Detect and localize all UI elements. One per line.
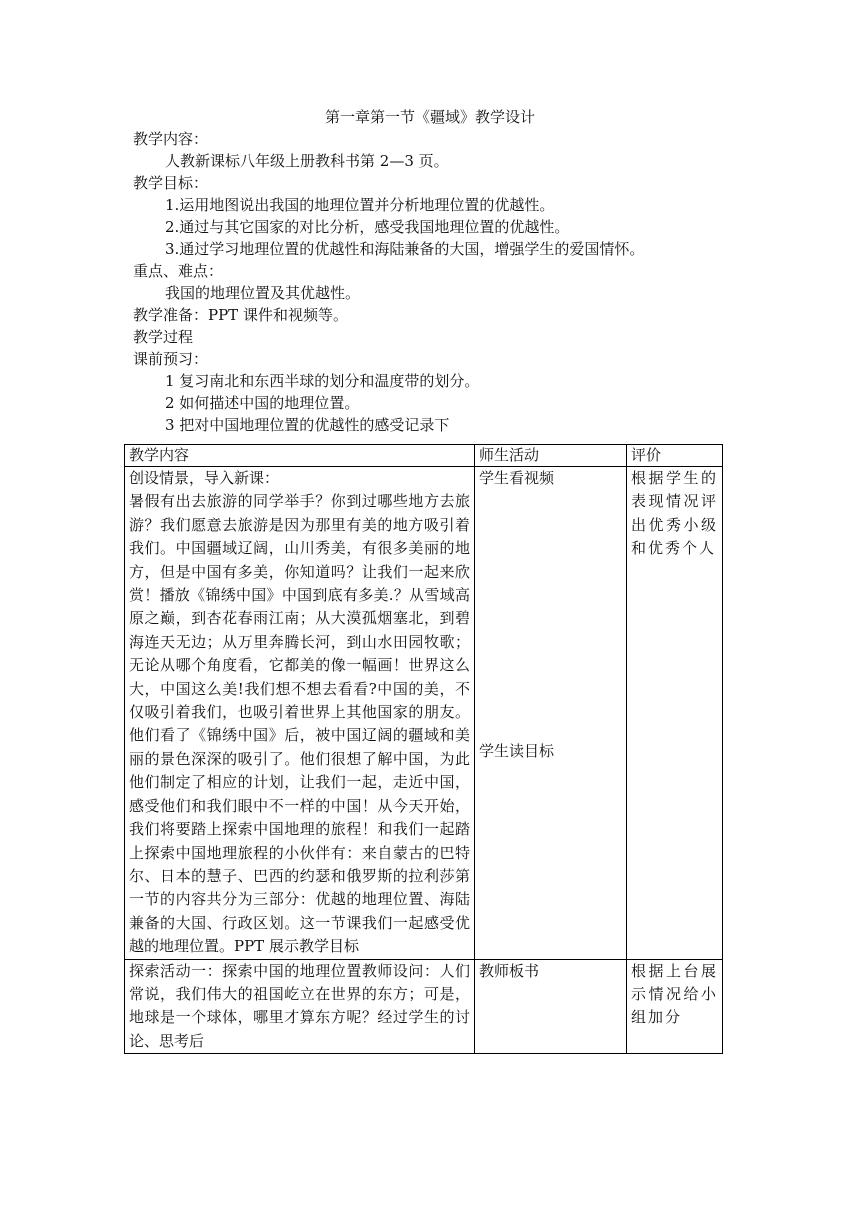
intro-line: 1 复习南北和东西半球的划分和温度带的划分。 [165,372,480,390]
document-title: 第一章第一节《疆域》教学设计 [324,108,535,126]
intro-line: 重点、难点： [133,262,224,280]
intro-line: 3 把对中国地理位置的优越性的感受记录下 [165,416,450,434]
intro-line: 教学准备：PPT 课件和视频等。 [133,306,348,324]
header-content: 教学内容 [125,445,475,467]
row-activity [475,959,627,1054]
intro-line: 教学目标： [133,174,209,192]
table-header-row [125,445,723,467]
intro-line: 3.通过学习地理位置的优越性和海陆兼备的大国，增强学生的爱国情怀。 [165,240,645,258]
intro-line: 教学过程 [133,328,194,346]
lesson-plan-table [124,444,723,1054]
intro-line: 课前预习： [133,350,209,368]
header-activity: 师生活动 [475,445,627,467]
row-evaluation: 根据学生的表现情况评出优秀小级和优秀个人 [627,467,723,960]
table-row [125,467,723,960]
intro-line: 教学内容： [133,130,209,148]
intro-line: 人教新课标八年级上册教科书第 2—3 页。 [165,152,449,170]
content-paragraph: 暑假有出去旅游的同学举手？你到过哪些地方去旅游？我们愿意去旅游是因为那里有美的地方吸引着我们。中国疆域辽阔，山川秀美，有很多美丽的地方，但是中国有多美，你知道吗？让我们一起来欣赏！播放《锦绣中国》中国到底有多美.？从雪域高原之巅，到杏花春雨江南；从大漠孤烟塞北，到碧海连天无边；从万里奔腾长河，到山水田园牧歌；无论从哪个角度看，它都美的像一幅画！世界这么大，中国这么美!我们想不想去看看?中国的美，不仅吸引着我们，也吸引着世界上其他国家的朋友。他们看了《锦绣中国》后，被中国辽阔的疆域和美丽的景色深深的吸引了。他们很想了解中国，为此他们制定了相应的计划，让我们一起，走近中国，感受他们和我们眼中不一样的中国！从今天开始，我们将要踏上探索中国地理的旅程！和我们一起踏上探索中国地理旅程的小伙伴有：来自蒙古的巴特尔、日本的慧子、巴西的约瑟和俄罗斯的拉利莎第一节的内容共分为三部分：优越的地理位置、海陆兼备的大国、行政区划。这一节课我们一起感受优越的地理位置。PPT 展示教学目标 [129,492,470,956]
intro-line: 1.运用地图说出我国的地理位置并分析地理位置的优越性。 [165,196,555,214]
content-paragraph: 探索活动一：探索中国的地理位置教师设问：人们常说，我们伟大的祖国屹立在世界的东方；可是，地球是一个球体，哪里才算东方呢？经过学生的讨论、思考后 [129,961,470,1050]
row-evaluation: 根据上台展示情况给小组加分 [627,959,723,1054]
header-evaluation: 评价 [627,445,723,467]
row-activity [475,467,627,960]
activity-teacher-board: 教师板书 [479,961,540,980]
row-content-text [129,960,470,1054]
row-content-text [129,467,470,959]
intro-line: 2 如何描述中国的地理位置。 [165,394,360,412]
intro-line: 2.通过与其它国家的对比分析，感受我国地理位置的优越性。 [165,218,570,236]
activity-read-goals: 学生读目标 [479,742,555,761]
lesson-intro [133,128,733,436]
row-content [125,467,475,960]
table-row [125,959,723,1054]
activity-watch-video: 学生看视频 [479,469,555,487]
intro-line: 我国的地理位置及其优越性。 [165,284,361,302]
content-paragraph: 创设情景，导入新课： [129,469,280,487]
row-content [125,959,475,1054]
